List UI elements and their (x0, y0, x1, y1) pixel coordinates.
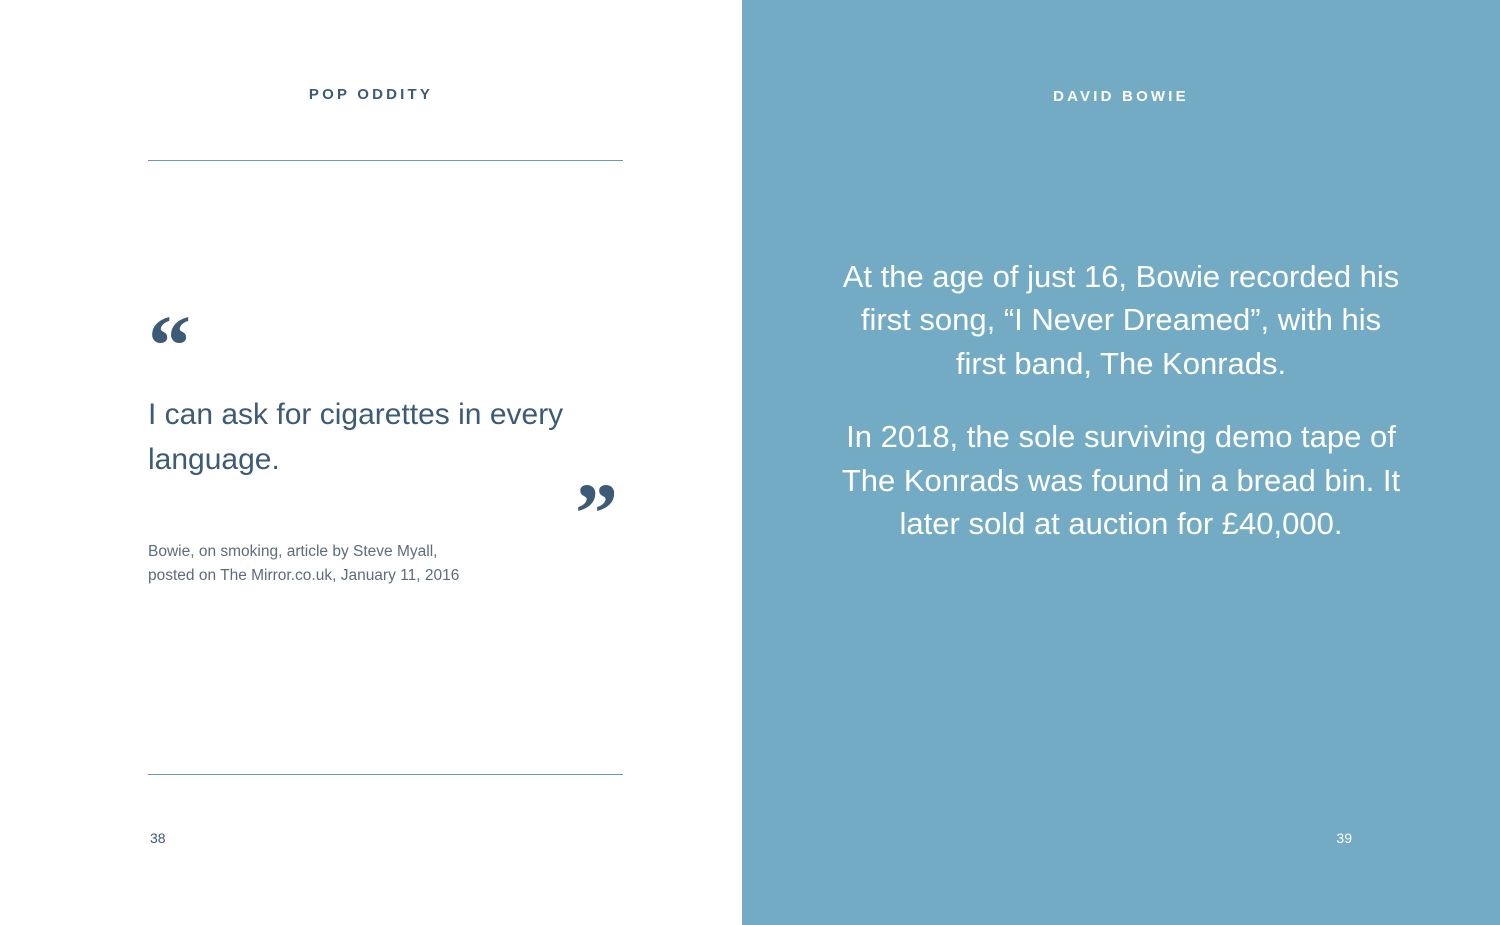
running-head-left: POP ODDITY (308, 86, 434, 103)
fact-paragraph: At the age of just 16, Bowie recorded his first song, “I Never Dreamed”, with his first band, The Konrads. (842, 259, 1400, 381)
left-page (0, 0, 742, 925)
right-page (742, 0, 1500, 925)
fact-block (742, 255, 1500, 545)
divider-top (148, 160, 623, 161)
quote-open-icon: “ (148, 297, 191, 393)
fact-paragraph: In 2018, the sole surviving demo tape of The Konrads was found in a bread bin. It later sold at auction for £40,000. (841, 419, 1401, 541)
quote-close-icon: ” (575, 465, 618, 561)
quote-attribution (148, 540, 618, 588)
page-number-right: 39 (1336, 830, 1352, 846)
attribution-line-2: posted on The Mirror.co.uk, January 11, 2016 (148, 567, 460, 585)
attribution-line-1: Bowie, on smoking, article by Steve Myall, (148, 543, 438, 560)
page-number-left: 38 (150, 830, 166, 846)
running-head-right: DAVID BOWIE (1053, 88, 1189, 105)
quote-text: I can ask for cigarettes in every language. (148, 398, 564, 476)
divider-bottom (148, 774, 623, 775)
